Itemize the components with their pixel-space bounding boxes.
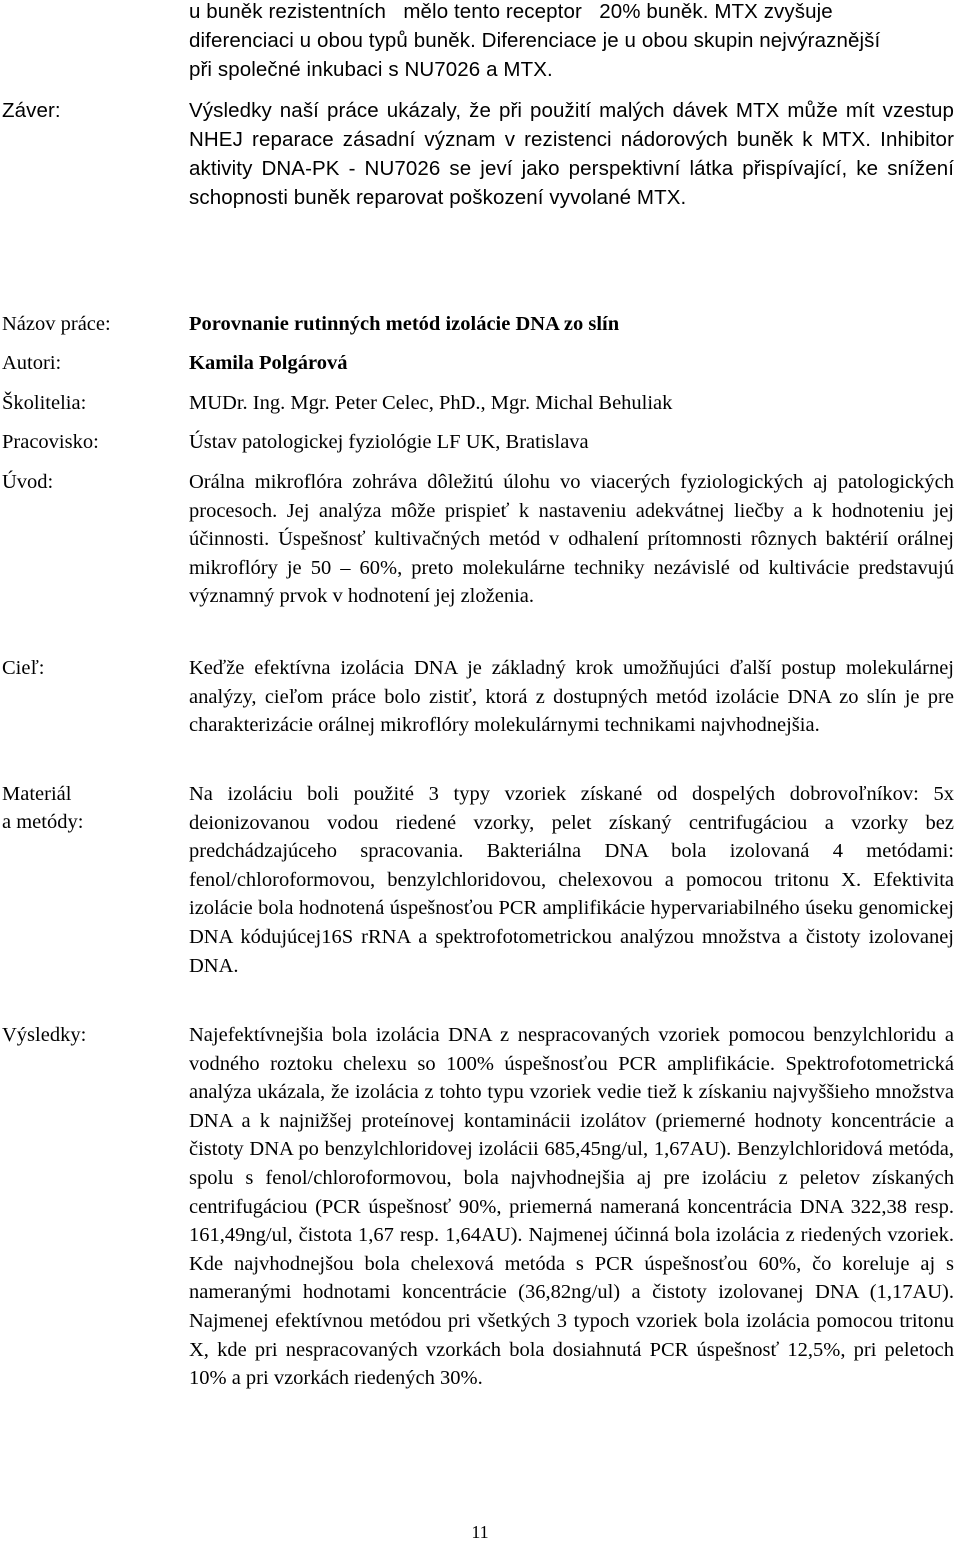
continuation-line: diferenciaci u obou typů buněk. Diferenciace je u obou skupin nejvýraznější [189, 29, 881, 52]
continuation-paragraph [189, 0, 954, 84]
uvod-label: Úvod: [2, 471, 54, 493]
zaver-label: Záver: [2, 99, 61, 122]
material-label-line-2: a metódy: [2, 811, 84, 833]
continuation-line: při společné inkubaci s NU7026 a MTX. [189, 58, 553, 81]
vysledky-text: Najefektívnejšia bola izolácia DNA z nespracovaných vzoriek pomocou benzylchloridu a vodného roztoku chelexu so 100% úspešnosťou PCR amplifikácie. Spektrofotometrická analýza ukázala, že izolácia z tohto typu vzoriek vedie tiež k získaniu najvyššieho množstva DNA a k najnižšej proteínovej kontaminácii izolátov (priemerné hodnoty koncentrácie a čistoty DNA po benzylchloridovej izolácii 685,45ng/ul, 1,67AU). Benzylchloridová metóda, spolu s fenol/chloroformovou, bola najvhodnejšia aj pre izoláciu z peletov získaných centrifugáciou (PCR úspešnosť 90%, priemerná nameraná koncentrácia DNA 322,38 resp. 161,49ng/ul, čistota 1,67 resp. 1,64AU). Najmenej účinná bola izolácia z riedených vzoriek. Kde najvhodnejšou bola chelexová metóda s PCR úspešnosťou 60%, čo koreluje aj s nameranými hodnotami koncentrácie (36,82ng/ul) a čistoty izolovanej DNA (1,17AU). Najmenej efektívnou metódou pri všetkých 3 typoch vzoriek bola izolácia pomocou tritonu X, kde pri nespracovaných vzorkách bola dosiahnutá PCR úspešnosť 12,5%, pri peletoch 10% a pri vzorkách riedených 30%. [189, 1024, 954, 1390]
continuation-line: u buněk rezistentních mělo tento receptor 20% buněk. MTX zvyšuje [189, 0, 833, 23]
skolitelia-label: Školitelia: [2, 392, 87, 414]
material-label-line-1: Materiál [2, 783, 72, 805]
autori: Kamila Polgárová [189, 352, 348, 374]
zaver-text: Výsledky naší práce ukázaly, že při použití malých dávek MTX může mít vzestup NHEJ reparace zásadní význam v rezistenci nádorových buněk k MTX. Inhibitor aktivity DNA-PK - NU7026 se jeví jako perspektivní látka přispívající, ke snížení schopnosti buněk reparovat poškození vyvolané MTX. [189, 99, 954, 209]
material-label [2, 780, 83, 836]
skolitelia: MUDr. Ing. Mgr. Peter Celec, PhD., Mgr. Michal Behuliak [189, 392, 673, 414]
pracovisko-label: Pracovisko: [2, 431, 99, 453]
page-number: 11 [471, 1522, 489, 1542]
material-text: Na izoláciu boli použité 3 typy vzoriek získané od dospelých dobrovoľníkov: 5x deionizovanou vodou riedené vzorky, pelet získaný centrifugáciou a vzorky bez predchádzajúceho spracovania. Bakteriálna DNA bola izolovaná 4 metódami: fenol/chloroformovou, benzylchloridovou, chelexovou a pomocou tritonu X. Efektivita izolácie bola hodnotená úspešnosťou PCR amplifikácie hypervariabilného úseku genomickej DNA kódujúcej16S rRNA a spektrofotometrickou analýzou množstva a čistoty izolovanej DNA. [189, 783, 954, 977]
ciel-text: Keďže efektívna izolácia DNA je základný krok umožňujúci ďalší postup molekulárnej analýzy, cieľom práce bolo zistiť, ktorá z dostupných metód izolácie DNA zo slín je pre charakterizácie orálnej mikroflóry molekulárnymi technikami najvhodnejšia. [189, 657, 954, 737]
ciel-label: Cieľ: [2, 657, 45, 679]
autori-label: Autori: [2, 352, 62, 374]
nazov-label: Názov práce: [2, 313, 111, 335]
uvod-text: Orálna mikroflóra zohráva dôležitú úlohu vo viacerých fyziologických aj patologických procesoch. Jej analýza môže prispieť k nastaveniu adekvátnej liečby a k hodnoteniu jej účinnosti. Úspešnosť kultivačných metód v odhalení prítomnosti rôznych baktérií orálnej mikroflóry je 50 – 60%, preto molekulárne techniky nezávislé od kultivácie predstavujú významný prvok v hodnotení jej zloženia. [189, 471, 954, 608]
vysledky-label: Výsledky: [2, 1024, 87, 1046]
nazov-prace: Porovnanie rutinných metód izolácie DNA zo slín [189, 313, 620, 335]
pracovisko: Ústav patologickej fyziológie LF UK, Bratislava [189, 431, 589, 453]
